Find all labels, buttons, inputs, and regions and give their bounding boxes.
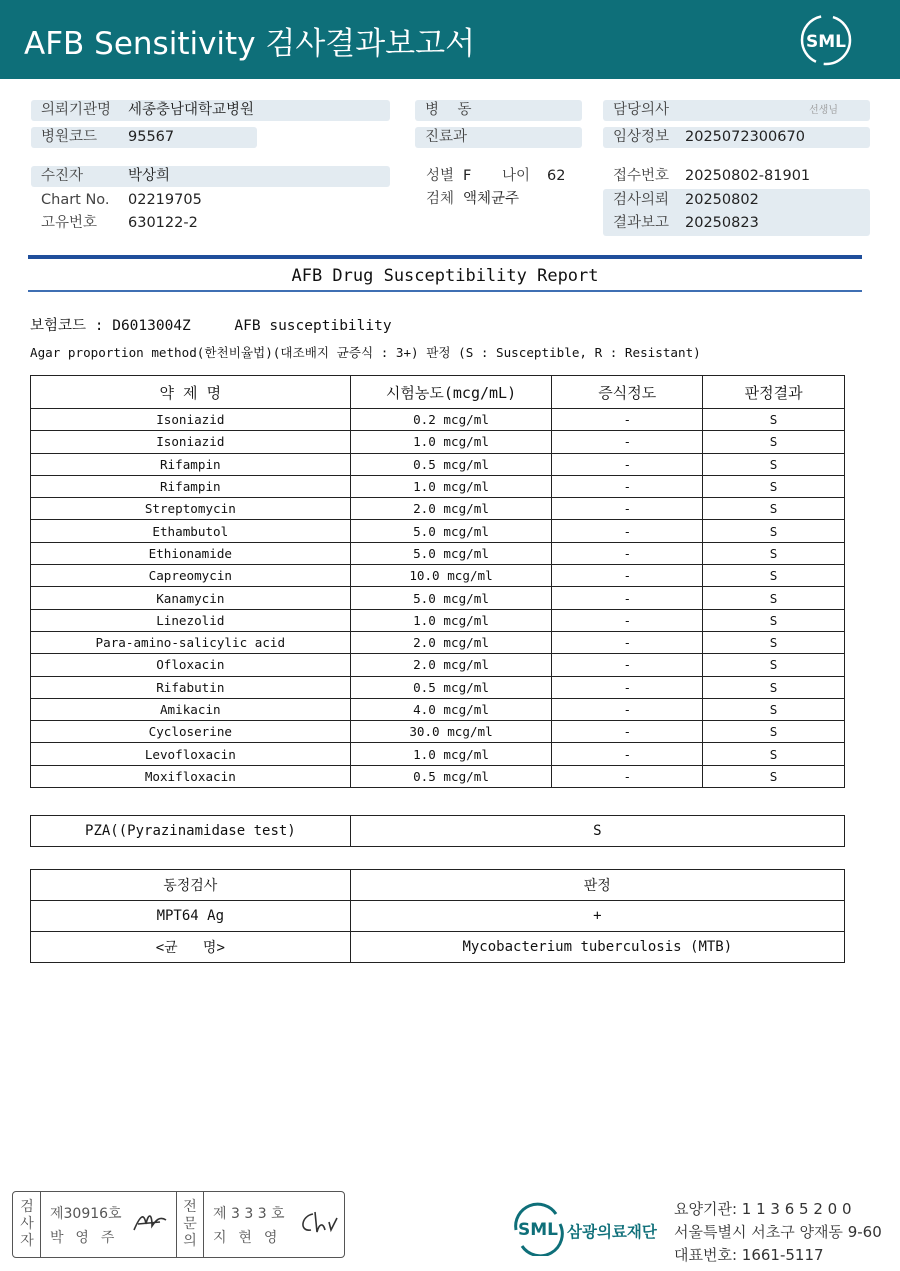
- result-cell: S: [703, 520, 845, 542]
- specialist-vertical-label: 전 문 의: [183, 1199, 197, 1249]
- clinical-value: 2025072300670: [685, 129, 805, 145]
- drug-name-cell: Moxifloxacin: [31, 765, 351, 787]
- growth-cell: -: [552, 609, 703, 631]
- doctor-suffix: 선생님: [809, 105, 838, 116]
- drug-name-cell: Ofloxacin: [31, 654, 351, 676]
- concentration-cell: 4.0 mcg/ml: [350, 698, 552, 720]
- receipt-value: 20250802-81901: [685, 168, 811, 184]
- clinical-label: 임상정보: [613, 129, 670, 145]
- specimen-value: 액체균주: [463, 191, 520, 207]
- uid-value: 630122-2: [128, 215, 198, 231]
- table-row: [31, 431, 845, 453]
- table-row: [31, 475, 845, 497]
- report-date-value: 20250823: [685, 215, 759, 231]
- chart-value: 02219705: [128, 192, 202, 208]
- drug-name-cell: Isoniazid: [31, 431, 351, 453]
- receipt-label: 접수번호: [613, 168, 670, 184]
- growth-cell: -: [552, 743, 703, 765]
- concentration-cell: 0.5 mcg/ml: [350, 676, 552, 698]
- specimen-label: 검체: [426, 191, 455, 207]
- report-title: AFB Drug Susceptibility Report: [291, 266, 599, 286]
- drug-name-cell: Rifampin: [31, 475, 351, 497]
- growth-cell: -: [552, 631, 703, 653]
- examiner-vertical-label: 검 사 자: [20, 1199, 34, 1249]
- identification-header-row: [31, 870, 845, 901]
- receipt-field: [603, 166, 870, 187]
- drug-name-cell: Ethionamide: [31, 542, 351, 564]
- concentration-cell: 30.0 mcg/ml: [350, 721, 552, 743]
- growth-cell: -: [552, 520, 703, 542]
- hospital-code-field: [31, 127, 257, 148]
- concentration-cell: 0.5 mcg/ml: [350, 765, 552, 787]
- specialist-name: 지 현 영: [213, 1230, 279, 1246]
- doctor-field: [603, 100, 870, 121]
- institution-value: 세종충남대학교병원: [128, 102, 255, 118]
- result-cell: S: [703, 676, 845, 698]
- header-logo-text: SML: [806, 32, 846, 52]
- specialist-signature-icon: [295, 1206, 339, 1238]
- id-result-cell: +: [350, 901, 844, 932]
- result-cell: S: [703, 475, 845, 497]
- growth-cell: -: [552, 721, 703, 743]
- report-date-field: [603, 213, 870, 234]
- patient-value: 박상희: [128, 168, 171, 184]
- footer-logo-text: SML: [518, 1220, 558, 1240]
- growth-cell: -: [552, 676, 703, 698]
- id-result-cell: Mycobacterium tuberculosis (MTB): [350, 932, 844, 963]
- clinical-field: [603, 127, 870, 148]
- signature-divider: [40, 1192, 41, 1257]
- uid-label: 고유번호: [41, 215, 98, 231]
- drug-name-cell: Linezolid: [31, 609, 351, 631]
- signature-divider: [203, 1192, 204, 1257]
- growth-cell: -: [552, 765, 703, 787]
- chart-label: Chart No.: [41, 192, 110, 208]
- examiner-signature-icon: [130, 1206, 170, 1236]
- hospital-code-value: 95567: [128, 129, 175, 145]
- concentration-cell: 1.0 mcg/ml: [350, 743, 552, 765]
- result-cell: S: [703, 765, 845, 787]
- concentration-cell: 0.2 mcg/ml: [350, 409, 552, 431]
- sex-label: 성별: [426, 168, 455, 184]
- examiner-name: 박 영 주: [50, 1230, 116, 1246]
- header-bar: [0, 0, 900, 79]
- concentration-cell: 1.0 mcg/ml: [350, 431, 552, 453]
- pza-row: [31, 816, 845, 847]
- result-cell: S: [703, 631, 845, 653]
- table-row: [31, 409, 845, 431]
- doctor-label: 담당의사: [613, 102, 670, 118]
- chart-field: [31, 190, 331, 211]
- drug-name-cell: Levofloxacin: [31, 743, 351, 765]
- footer-code-line: 요양기관: 1 1 3 6 5 2 0 0: [674, 1200, 852, 1218]
- pza-label: PZA((Pyrazinamidase test): [31, 816, 351, 847]
- table-row: [31, 676, 845, 698]
- result-cell: S: [703, 498, 845, 520]
- result-cell: S: [703, 431, 845, 453]
- table-row: [31, 631, 845, 653]
- department-field: [415, 127, 582, 148]
- footer-sml-logo-icon: [510, 1200, 566, 1256]
- hospital-code-label: 병원코드: [41, 129, 98, 145]
- id-test-cell: MPT64 Ag: [31, 901, 351, 932]
- result-cell: S: [703, 654, 845, 676]
- signature-box: [12, 1191, 345, 1258]
- table-row: [31, 654, 845, 676]
- method-line: Agar proportion method(한천비율법)(대조배지 균증식 : 3+) 판정 (S : Susceptible, R : Resistant): [30, 345, 701, 360]
- drug-name-cell: Amikacin: [31, 698, 351, 720]
- drug-name-cell: Ethambutol: [31, 520, 351, 542]
- result-cell: S: [703, 609, 845, 631]
- footer-phone-line: 대표번호: 1661-5117: [674, 1246, 824, 1264]
- report-header-title: AFB Sensitivity 검사결과보고서: [24, 26, 476, 62]
- growth-cell: -: [552, 587, 703, 609]
- id-test-cell: <균 명>: [31, 932, 351, 963]
- concentration-cell: 5.0 mcg/ml: [350, 587, 552, 609]
- table-row: [31, 609, 845, 631]
- concentration-cell: 5.0 mcg/ml: [350, 542, 552, 564]
- department-label: 진료과: [425, 129, 468, 145]
- ward-field: [415, 100, 582, 121]
- result-cell: S: [703, 565, 845, 587]
- result-cell: S: [703, 698, 845, 720]
- specialist-number: 제 3 3 3 호: [213, 1206, 285, 1222]
- institution-field: [31, 100, 390, 121]
- id-header-test: 동정검사: [31, 870, 351, 901]
- footer-address-line: 서울특별시 서초구 양재동 9-60: [674, 1223, 882, 1241]
- drug-name-cell: Isoniazid: [31, 409, 351, 431]
- table-row: [31, 565, 845, 587]
- result-cell: S: [703, 542, 845, 564]
- drug-name-cell: Rifabutin: [31, 676, 351, 698]
- age-label: 나이: [502, 168, 531, 184]
- growth-cell: -: [552, 698, 703, 720]
- pza-table: [30, 815, 845, 847]
- table-row: [31, 453, 845, 475]
- table-row: [31, 765, 845, 787]
- header-growth: 증식정도: [552, 376, 703, 409]
- growth-cell: -: [552, 453, 703, 475]
- table-row: [31, 743, 845, 765]
- report-date-label: 결과보고: [613, 215, 670, 231]
- header-drug-name: 약 제 명: [31, 376, 351, 409]
- ward-label: 병 동: [425, 102, 472, 118]
- header-result: 판정결과: [703, 376, 845, 409]
- footer-org-name: 삼광의료재단: [567, 1223, 657, 1241]
- age-value: 62: [547, 168, 566, 184]
- drug-name-cell: Capreomycin: [31, 565, 351, 587]
- concentration-cell: 1.0 mcg/ml: [350, 609, 552, 631]
- concentration-cell: 10.0 mcg/ml: [350, 565, 552, 587]
- insurance-code-line: 보험코드 : D6013004Z AFB susceptibility: [30, 318, 392, 334]
- drug-susceptibility-table: [30, 375, 845, 788]
- drug-name-cell: Rifampin: [31, 453, 351, 475]
- patient-label: 수진자: [41, 168, 84, 184]
- request-field: [603, 190, 870, 211]
- table-row: [31, 542, 845, 564]
- header-concentration: 시험농도(mcg/mL): [350, 376, 552, 409]
- growth-cell: -: [552, 542, 703, 564]
- result-cell: S: [703, 743, 845, 765]
- title-rule-top: [28, 255, 862, 259]
- result-cell: S: [703, 721, 845, 743]
- drug-table-header-row: [31, 376, 845, 409]
- table-row: [31, 587, 845, 609]
- growth-cell: -: [552, 431, 703, 453]
- title-rule-bottom: [28, 290, 862, 292]
- growth-cell: -: [552, 498, 703, 520]
- sml-logo-icon: [800, 14, 852, 66]
- result-cell: S: [703, 587, 845, 609]
- concentration-cell: 0.5 mcg/ml: [350, 453, 552, 475]
- growth-cell: -: [552, 565, 703, 587]
- uid-field: [31, 213, 331, 234]
- table-row: [31, 901, 845, 932]
- request-label: 검사의뢰: [613, 192, 670, 208]
- patient-field: [31, 166, 390, 187]
- concentration-cell: 2.0 mcg/ml: [350, 631, 552, 653]
- result-cell: S: [703, 453, 845, 475]
- table-row: [31, 520, 845, 542]
- table-row: [31, 698, 845, 720]
- growth-cell: -: [552, 409, 703, 431]
- table-row: [31, 721, 845, 743]
- concentration-cell: 2.0 mcg/ml: [350, 498, 552, 520]
- id-header-result: 판정: [350, 870, 844, 901]
- growth-cell: -: [552, 475, 703, 497]
- drug-name-cell: Kanamycin: [31, 587, 351, 609]
- concentration-cell: 2.0 mcg/ml: [350, 654, 552, 676]
- result-cell: S: [703, 409, 845, 431]
- growth-cell: -: [552, 654, 703, 676]
- signature-divider: [176, 1192, 177, 1257]
- sex-value: F: [463, 168, 472, 184]
- drug-name-cell: Para-amino-salicylic acid: [31, 631, 351, 653]
- drug-name-cell: Cycloserine: [31, 721, 351, 743]
- pza-value: S: [350, 816, 844, 847]
- institution-label: 의뢰기관명: [41, 102, 112, 118]
- concentration-cell: 1.0 mcg/ml: [350, 475, 552, 497]
- identification-table: [30, 869, 845, 963]
- concentration-cell: 5.0 mcg/ml: [350, 520, 552, 542]
- table-row: [31, 498, 845, 520]
- drug-name-cell: Streptomycin: [31, 498, 351, 520]
- request-value: 20250802: [685, 192, 759, 208]
- examiner-number: 제30916호: [50, 1206, 122, 1222]
- table-row: [31, 932, 845, 963]
